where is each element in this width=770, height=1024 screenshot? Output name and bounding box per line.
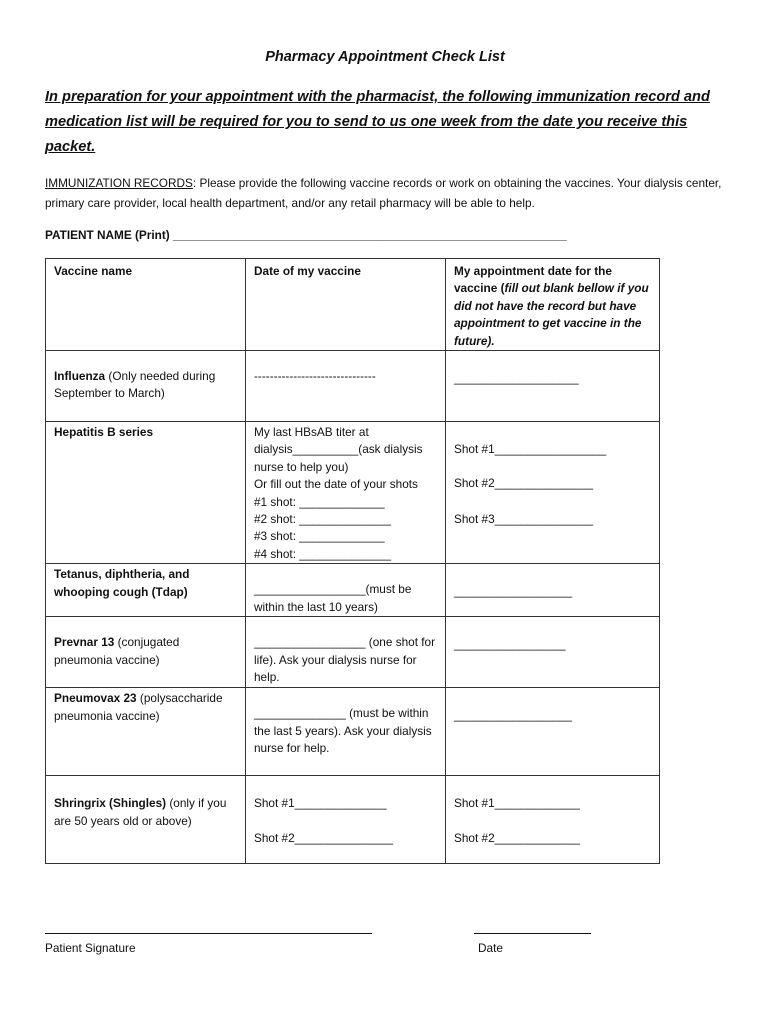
- shingrix-appt-shot-2: Shot #2_____________: [454, 830, 580, 845]
- header-date: [246, 259, 446, 351]
- pneumovax-appt-cell: [446, 688, 660, 776]
- table-header-row: [46, 259, 660, 351]
- patient-name-field: PATIENT NAME (Print) ____________________________________________________________: [45, 228, 567, 242]
- table-row: [46, 351, 660, 422]
- shingrix-date-shot-1: Shot #1______________: [254, 796, 387, 811]
- signature-label: Patient Signature: [45, 941, 136, 955]
- vaccine-name: Shringrix (Shingles): [54, 796, 167, 811]
- influenza-date-cell: [246, 351, 446, 422]
- header-date-label: Date of my vaccine: [254, 264, 361, 278]
- hepb-appt-shot-1: Shot #1_________________: [454, 442, 607, 457]
- pneumovax-date-cell: [246, 688, 446, 776]
- hepb-titer-line: My last HBsAB titer at dialysis__________(ask dialysis nurse to help you): [254, 425, 423, 474]
- tdap-date-cell: [246, 564, 446, 617]
- shingrix-name-cell: [46, 776, 246, 864]
- tdap-name-cell: [46, 564, 246, 617]
- table-row: [46, 688, 660, 776]
- vaccine-table: [45, 258, 660, 864]
- vaccine-note: (conjugated pneumonia vaccine): [54, 635, 180, 667]
- vaccine-date-blank: _________________(must be within the last 10 years): [254, 582, 412, 614]
- influenza-name-cell: [46, 351, 246, 422]
- hepb-instruction: Or fill out the date of your shots: [254, 477, 418, 492]
- header-vaccine-name: [46, 259, 246, 351]
- immunization-text: : Please provide the following vaccine records or work on obtaining the vaccines. Your dialysis center, primary care provider, local health department, and/or any retail pharmacy will be able to help.: [45, 176, 722, 210]
- vaccine-date-blank: ______________ (must be within the last 5 years). Ask your dialysis nurse for help.: [254, 706, 432, 756]
- prevnar-date-cell: [246, 617, 446, 688]
- vaccine-note: (polysaccharide pneumonia vaccine): [54, 691, 223, 723]
- table-row: [46, 776, 660, 864]
- appointment-blank: __________________: [454, 584, 573, 599]
- hepb-shot-1: #1 shot: _____________: [254, 494, 385, 509]
- header-vaccine-label: Vaccine name: [54, 264, 133, 278]
- shingrix-date-cell: [246, 776, 446, 864]
- vaccine-name: Tetanus, diphtheria, and whooping cough (Tdap): [54, 567, 190, 599]
- vaccine-note: (Only needed during September to March): [54, 369, 216, 401]
- vaccine-note: (only if you are 50 years old or above): [54, 796, 227, 828]
- hepb-appt-shot-3: Shot #3_______________: [454, 511, 594, 526]
- intro-paragraph: In preparation for your appointment with the pharmacist, the following immunization record and medication list will be required for you to send to us one week from the date you receive this packet.: [45, 89, 710, 155]
- pneumovax-name-cell: [46, 688, 246, 776]
- header-appt-label: My appointment date for the vaccine (: [454, 264, 612, 296]
- hepb-shot-4: #4 shot: ______________: [254, 546, 392, 561]
- header-appointment: [446, 259, 660, 351]
- vaccine-name: Influenza: [54, 369, 106, 384]
- appointment-blank: ___________________: [454, 371, 579, 386]
- table-row: [46, 564, 660, 617]
- hepb-name-cell: [46, 422, 246, 564]
- shingrix-date-shot-2: Shot #2_______________: [254, 830, 394, 845]
- shingrix-appt-cell: [446, 776, 660, 864]
- signature-line: [45, 933, 372, 934]
- date-line: [474, 933, 591, 934]
- hepb-appt-cell: [446, 422, 660, 564]
- hepb-shot-3: #3 shot: _____________: [254, 529, 385, 544]
- shingrix-appt-shot-1: Shot #1_____________: [454, 796, 580, 811]
- tdap-appt-cell: [446, 564, 660, 617]
- immunization-instructions: [45, 173, 735, 213]
- appointment-blank: __________________: [454, 708, 573, 723]
- date-label: Date: [478, 941, 503, 955]
- hepb-appt-shot-2: Shot #2_______________: [454, 476, 594, 491]
- vaccine-name: Pneumovax 23: [54, 691, 137, 706]
- hepb-shot-2: #2 shot: ______________: [254, 512, 392, 527]
- prevnar-name-cell: [46, 617, 246, 688]
- appointment-blank: _________________: [454, 637, 566, 652]
- page-title: Pharmacy Appointment Check List: [265, 49, 505, 65]
- vaccine-name: Prevnar 13: [54, 635, 115, 650]
- immunization-label: IMMUNIZATION RECORDS: [45, 176, 193, 190]
- table-row: [46, 422, 660, 564]
- header-appt-note: fill out blank bellow if you did not have the record but have appointment to get vaccine in the future).: [454, 281, 649, 348]
- table-row: [46, 617, 660, 688]
- hepb-date-cell: [246, 422, 446, 564]
- influenza-appt-cell: [446, 351, 660, 422]
- vaccine-date-blank: _________________ (one shot for life). Ask your dialysis nurse for help.: [254, 635, 436, 685]
- vaccine-date-blank: -------------------------------: [254, 369, 376, 384]
- vaccine-name: Hepatitis B series: [54, 425, 154, 440]
- prevnar-appt-cell: [446, 617, 660, 688]
